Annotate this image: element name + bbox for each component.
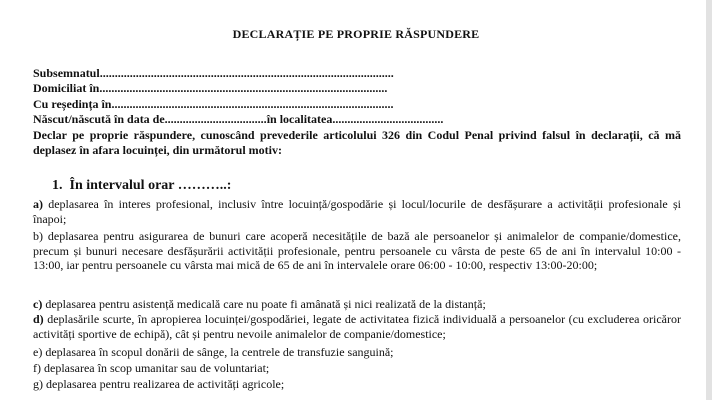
list-item-letter: g) [33,377,43,391]
list-item-b [33,229,681,273]
list-item-letter: e) [33,345,43,359]
section-number: 1. [52,178,63,193]
list-item-c [33,297,681,312]
document-title: DECLARAȚIE PE PROPRIE RĂSPUNDERE [232,27,480,41]
list-item-letter: f) [33,361,41,375]
list-item-e [33,345,681,360]
list-item-text: deplasările scurte, în apropierea locuinței/gospodăriei, legate de activitatea fizică individuală a persoanelor (cu excluderea oricăror activități sportive de echipă), cât și pentru nevoile animalelor de companie/domestice; [33,312,681,341]
section-label: În intervalul orar ………..: [69,178,232,193]
list-item-text: deplasarea pentru asigurarea de bunuri care acoperă necesitățile de bază ale persoanelor și animalelor de companie/domestice, precum și bunuri necesare desfășurării activității profesionale, pentru persoanele cu vârsta de peste 65 de ani în intervalul 10:00 - 13:00, iar pentru persoanele cu vârsta mai mică de 65 de ani în intervalele orare 06:00 - 10:00, respectiv 13:00-20:00; [33,229,681,273]
list-item-g [33,377,681,392]
list-item-text: deplasarea pentru realizarea de activități agricole; [43,377,285,391]
field-nascut [33,112,443,126]
list-item-text: deplasarea în scopul donării de sânge, la centrele de transfuzie sanguină; [42,345,394,359]
list-item-d [33,312,681,341]
list-item-text: deplasarea în interes profesional, inclusiv între locuință/gospodărie și locul/locurile de desfășurare a activității profesionale și înapoi; [33,197,681,226]
section-heading [52,178,231,194]
field-subsemnatul: Subsemnatul.................................................................................................. [33,66,394,80]
list-item-text: deplasarea pentru asistență medicală care nu poate fi amânată și nici realizată de la distanță; [42,297,486,311]
list-item-text: deplasarea în scop umanitar sau de voluntariat; [41,361,270,375]
declaration-text: Declar pe proprie răspundere, cunoscând prevederile articolului 326 din Codul Penal privind falsul în declarații, că mă deplasez în afara locuinței, din următorul motiv: [33,128,681,157]
list-item-letter: a) [33,197,43,211]
list-item-letter: c) [33,297,43,311]
field-resedinta: Cu reședința în.............................................................................................. [33,97,394,111]
field-domiciliat: Domiciliat în................................................................................................ [33,81,388,95]
list-item-letter: b) [33,229,43,243]
field-nascut-locality: în localitatea..................................... [266,112,444,126]
field-nascut-date: Născut/născută în data de.................................. [33,112,267,126]
list-item-f [33,361,681,376]
list-item-a [33,197,681,226]
list-item-letter: d) [33,312,44,326]
